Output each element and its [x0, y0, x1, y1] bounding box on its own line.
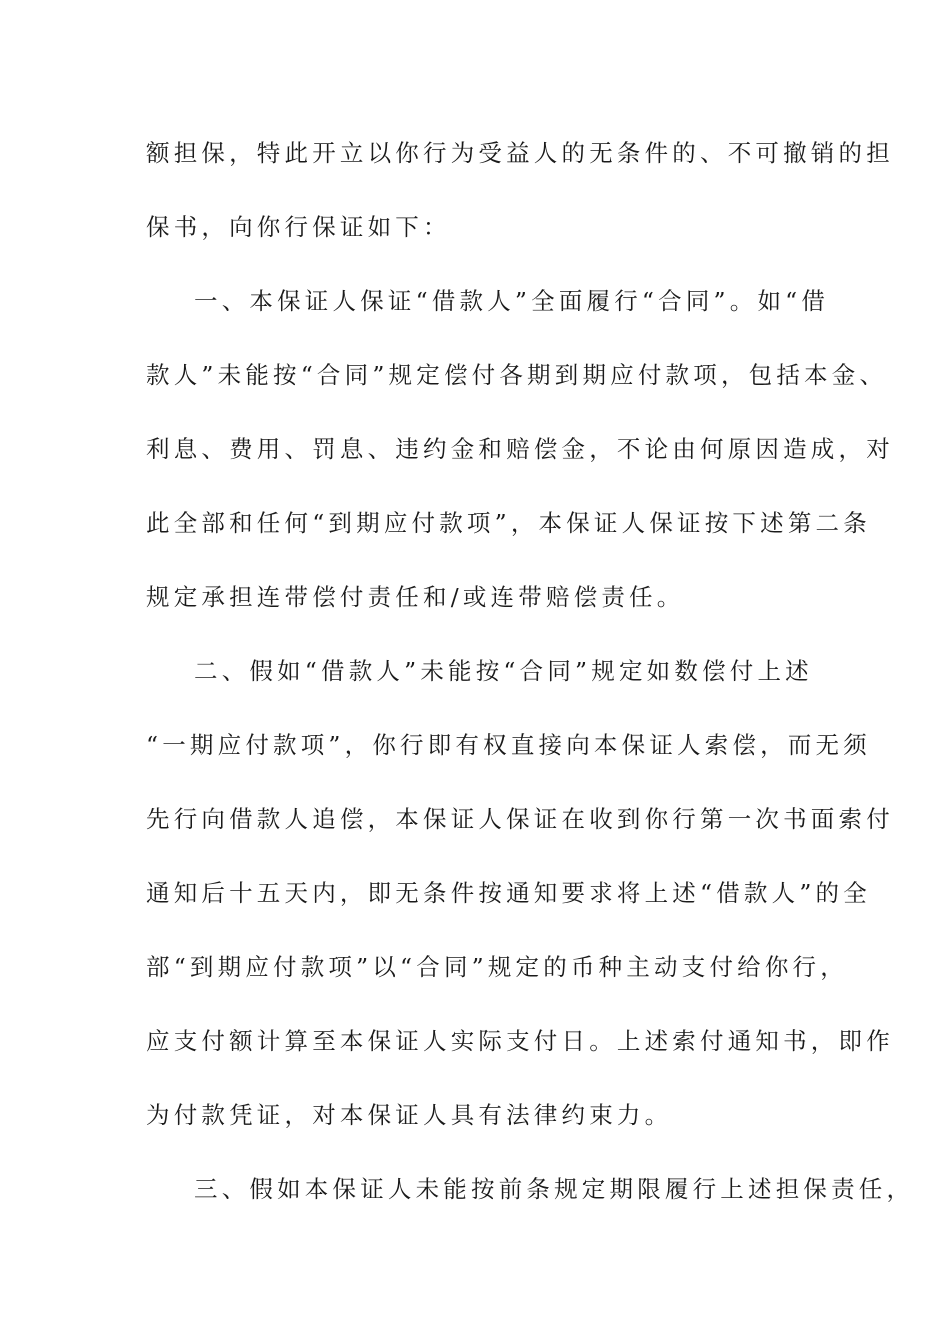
clause-1-start: 一、本保证人保证“借款人”全面履行“合同”。如“借: [194, 287, 830, 315]
text-line-13: 应支付额计算至本保证人实际支付日。上述索付通知书，即作: [146, 1027, 894, 1055]
text-line-7: 规定承担连带偿付责任和/或连带赔偿责任。: [146, 583, 685, 611]
text-line-12: 部“到期应付款项”以“合同”规定的币种主动支付给你行，: [146, 953, 848, 981]
text-line-1: 额担保，特此开立以你行为受益人的无条件的、不可撤销的担: [146, 139, 894, 167]
clause-2-start: 二、假如“借款人”未能按“合同”规定如数偿付上述: [194, 657, 813, 685]
text-line-6: 此全部和任何“到期应付款项”，本保证人保证按下述第二条: [146, 509, 871, 537]
clause-3-start: 三、假如本保证人未能按前条规定期限履行上述担保责任，: [194, 1175, 915, 1203]
text-line-5: 利息、费用、罚息、违约金和赔偿金，不论由何原因造成，对: [146, 435, 894, 463]
text-line-9: “一期应付款项”，你行即有权直接向本保证人索偿，而无须: [146, 731, 871, 759]
text-line-14: 为付款凭证，对本保证人具有法律约束力。: [146, 1101, 673, 1129]
text-line-2: 保书，向你行保证如下：: [146, 213, 451, 241]
text-line-11: 通知后十五天内，即无条件按通知要求将上述“借款人”的全: [146, 879, 871, 907]
text-line-10: 先行向借款人追偿，本保证人保证在收到你行第一次书面索付: [146, 805, 894, 833]
text-line-4: 款人”未能按“合同”规定偿付各期到期应付款项，包括本金、: [146, 361, 888, 389]
